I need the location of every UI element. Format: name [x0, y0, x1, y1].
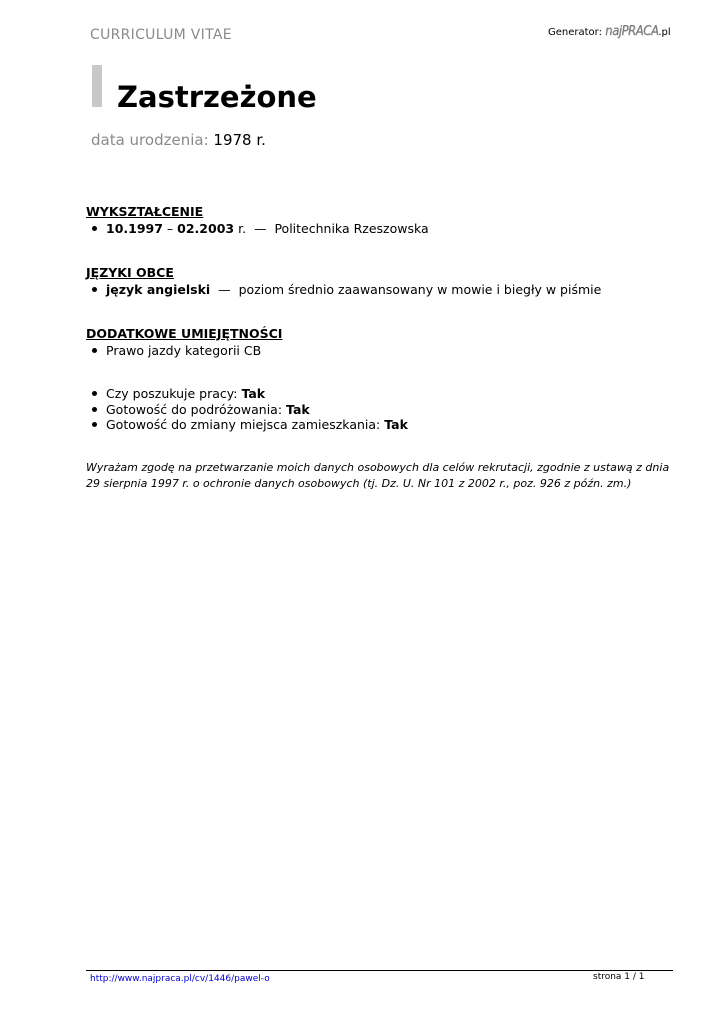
availability-value: Tak [286, 401, 310, 417]
language-name: język angielski [106, 282, 211, 297]
document-label: CURRICULUM VITAE [90, 27, 232, 43]
birth-date-value: 1978 r. [213, 131, 266, 149]
generator-credit [548, 24, 671, 39]
language-level: poziom średnio zaawansowany w mowie i biegły w piśmie [238, 282, 602, 297]
education-section [86, 204, 686, 237]
availability-value: Tak [241, 386, 266, 401]
availability-section [86, 386, 686, 433]
title-accent-bar [92, 65, 102, 107]
skills-heading: DODATKOWE UMIEJĘTNOŚCI [86, 326, 283, 341]
availability-label: Czy poszukuje pracy: [106, 386, 238, 401]
languages-heading: JĘZYKI OBCE [86, 265, 174, 280]
education-school: Politechnika Rzeszowska [274, 221, 429, 236]
birth-date [91, 131, 266, 149]
education-item [86, 221, 686, 237]
education-dash: – [166, 221, 174, 236]
availability-item [86, 402, 686, 418]
footer-divider [86, 970, 673, 971]
birth-date-label: data urodzenia: [91, 131, 209, 149]
language-separator: — [218, 282, 231, 297]
education-suffix: r. [238, 221, 247, 236]
availability-label: Gotowość do zmiany miejsca zamieszkania: [106, 417, 381, 432]
education-end: 02.2003 [177, 221, 235, 236]
availability-item [86, 417, 686, 433]
education-separator: — [254, 221, 267, 236]
availability-item [86, 386, 686, 402]
availability-label: Gotowość do podróżowania: [106, 401, 283, 417]
footer-cv-link[interactable]: http://www.najpraca.pl/cv/1446/pawel-o [90, 974, 270, 984]
skills-section [86, 326, 686, 359]
page-number: strona 1 / 1 [593, 972, 645, 982]
language-item [86, 282, 686, 298]
generator-domain: .pl [658, 27, 671, 38]
skill-item: Prawo jazdy kategorii CB [86, 343, 686, 359]
education-start: 10.1997 [106, 221, 163, 236]
generator-label: Generator: [548, 27, 602, 38]
availability-value: Tak [384, 417, 408, 432]
najpraca-logo: najPRACA [605, 24, 659, 39]
data-processing-consent: Wyrażam zgodę na przetwarzanie moich danych osobowych dla celów rekrutacji, zgodnie z ustawą z dnia 29 sierpnia 1997 r. o ochronie danych osobowych (tj. Dz. U. Nr 101 z 2002 r., poz. 926 z późn. zm.) [86, 461, 670, 490]
education-heading: WYKSZTAŁCENIE [86, 204, 204, 219]
candidate-name: Zastrzeżone [117, 80, 317, 114]
languages-section [86, 265, 686, 298]
